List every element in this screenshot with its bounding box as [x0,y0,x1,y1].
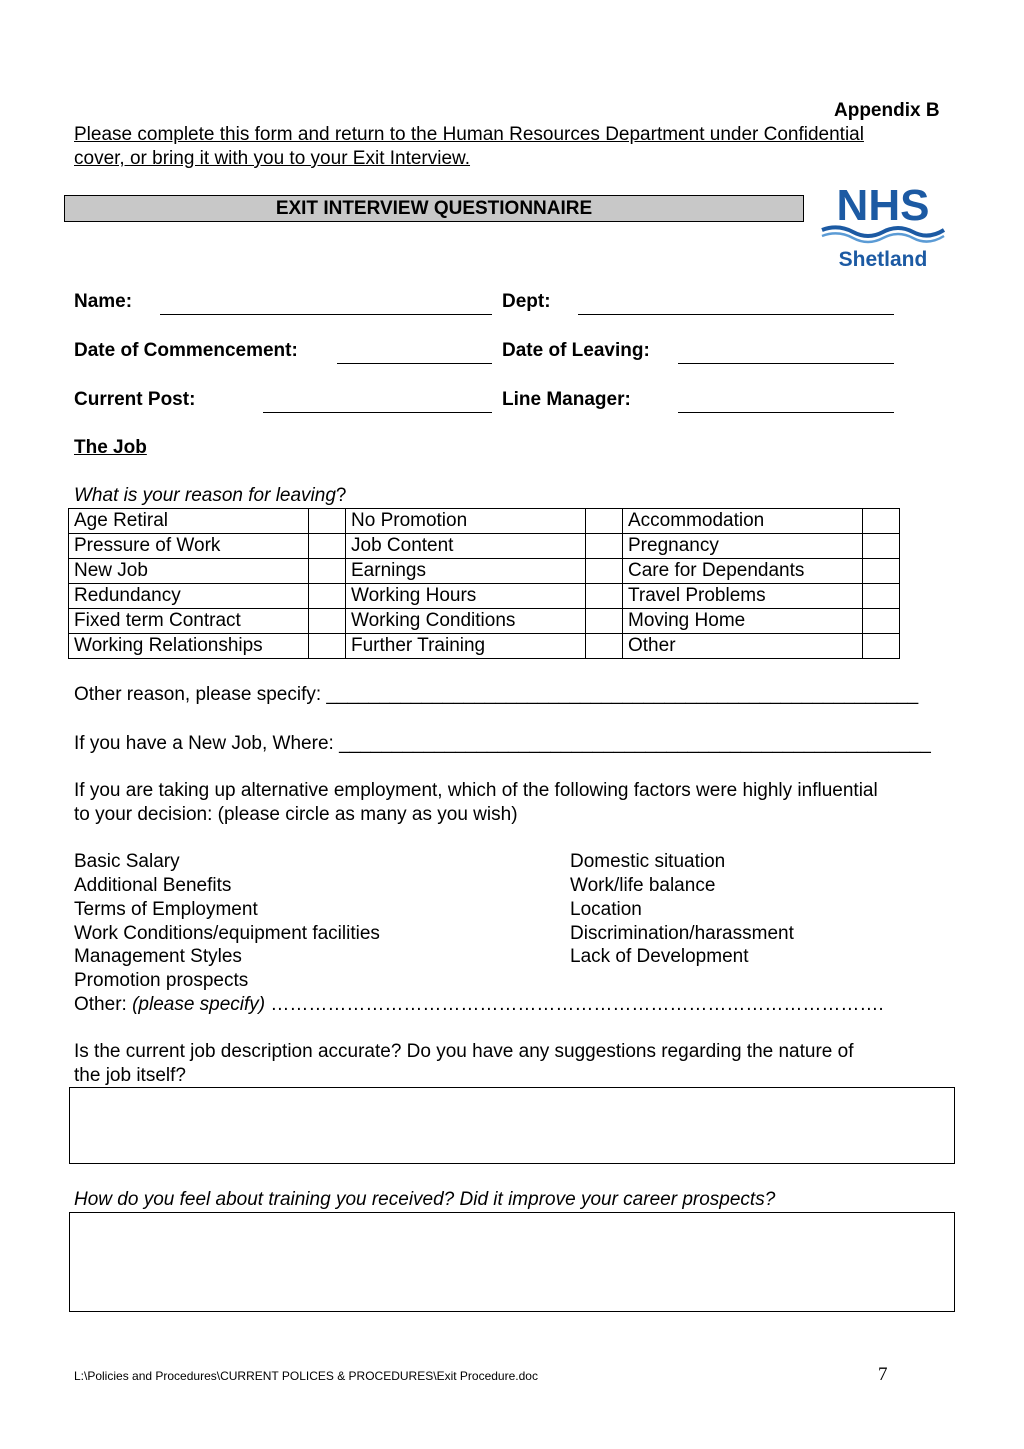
reason-checkbox[interactable] [863,534,900,559]
reason-label: Other [623,634,863,659]
reason-label: Care for Dependants [623,559,863,584]
factor-item[interactable]: Promotion prospects [74,970,249,991]
reason-checkbox[interactable] [586,634,623,659]
reason-label: Fixed term Contract [69,609,309,634]
reason-label: Redundancy [69,584,309,609]
reason-checkbox[interactable] [863,584,900,609]
factor-item[interactable]: Work/life balance [570,875,716,896]
nhs-logo-icon [818,180,948,272]
other-factor-label: Other: [74,994,133,1015]
reason-label: Age Retiral [69,509,309,534]
reason-checkbox[interactable] [586,559,623,584]
name-label: Name: [74,291,133,312]
footer-file-path: L:\Policies and Procedures\CURRENT POLICES & PROCEDURES\Exit Procedure.doc [74,1369,538,1383]
reason-label: Working Conditions [346,609,586,634]
reason-label: Pregnancy [623,534,863,559]
page-number: 7 [878,1364,888,1385]
line-manager-input-line[interactable] [678,412,894,413]
training-answer-box[interactable] [69,1212,955,1312]
reason-checkbox[interactable] [863,559,900,584]
reason-label: No Promotion [346,509,586,534]
other-factor-specify: (please specify) [132,994,266,1015]
reason-checkbox[interactable] [309,634,346,659]
factor-item[interactable]: Work Conditions/equipment facilities [74,923,380,944]
alt-employment-question-line-2: to your decision: (please circle as many as you wish) [74,804,518,825]
logo-mark-text: NHS [836,181,930,230]
date-leaving-input-line[interactable] [678,363,894,364]
reason-question [74,484,346,508]
reason-checkbox[interactable] [863,634,900,659]
table-row [69,534,900,559]
dept-label: Dept: [502,291,551,312]
reason-checkbox[interactable] [309,609,346,634]
reason-label: Travel Problems [623,584,863,609]
reason-label: Moving Home [623,609,863,634]
current-post-input-line[interactable] [263,412,492,413]
dept-input-line[interactable] [578,314,894,315]
reason-label: Further Training [346,634,586,659]
factor-item[interactable]: Domestic situation [570,851,726,872]
job-description-question-line-2: the job itself? [74,1065,186,1086]
reason-checkbox[interactable] [586,609,623,634]
reason-label: New Job [69,559,309,584]
instruction-line-1: Please complete this form and return to the Human Resources Department under Confidential [74,124,864,145]
date-commencement-label: Date of Commencement: [74,340,298,361]
nhs-shetland-logo [818,180,948,272]
reason-question-text: What is your reason for leaving [74,485,336,506]
reason-checkbox[interactable] [586,584,623,609]
factor-item[interactable]: Location [570,899,642,920]
reason-label: Accommodation [623,509,863,534]
current-post-label: Current Post: [74,389,196,410]
table-row [69,509,900,534]
reasons-table [68,508,900,659]
reason-label: Job Content [346,534,586,559]
other-reason-field[interactable]: Other reason, please specify: ________________________________________________________ [74,684,919,705]
factor-item[interactable]: Basic Salary [74,851,180,872]
reason-checkbox[interactable] [309,559,346,584]
reason-checkbox[interactable] [309,534,346,559]
reason-checkbox[interactable] [309,509,346,534]
factor-item[interactable]: Terms of Employment [74,899,258,920]
reason-label: Working Relationships [69,634,309,659]
new-job-where-field[interactable]: If you have a New Job, Where: ________________________________________________________ [74,733,931,754]
reason-label: Working Hours [346,584,586,609]
reason-checkbox[interactable] [586,534,623,559]
factor-item[interactable]: Lack of Development [570,946,749,967]
factor-item[interactable]: Management Styles [74,946,242,967]
factor-item[interactable]: Additional Benefits [74,875,232,896]
reason-label: Pressure of Work [69,534,309,559]
instruction-line-2: cover, or bring it with you to your Exit Interview. [74,148,471,169]
reason-checkbox[interactable] [586,509,623,534]
table-row [69,634,900,659]
name-input-line[interactable] [160,314,492,315]
job-description-answer-box[interactable] [69,1087,955,1164]
other-factor-field[interactable] [74,993,884,1017]
training-question: How do you feel about training you received? Did it improve your career prospects? [74,1189,776,1210]
form-title: EXIT INTERVIEW QUESTIONNAIRE [275,198,593,219]
form-title-bar [64,195,804,222]
reason-question-mark: ? [335,485,347,506]
section-heading-the-job: The Job [74,437,147,458]
date-commencement-input-line[interactable] [337,363,492,364]
line-manager-label: Line Manager: [502,389,631,410]
table-row [69,559,900,584]
other-factor-dots: ……………………………………………………………………………………. [265,994,884,1015]
reason-checkbox[interactable] [309,584,346,609]
reason-label: Earnings [346,559,586,584]
table-row [69,584,900,609]
factor-item[interactable]: Discrimination/harassment [570,923,794,944]
appendix-label: Appendix B [834,100,940,121]
job-description-question-line-1: Is the current job description accurate? Do you have any suggestions regarding the nature of [74,1041,854,1062]
date-leaving-label: Date of Leaving: [502,340,650,361]
table-row [69,609,900,634]
reason-checkbox[interactable] [863,509,900,534]
reason-checkbox[interactable] [863,609,900,634]
logo-region-text: Shetland [838,248,928,271]
alt-employment-question-line-1: If you are taking up alternative employment, which of the following factors were highly influential [74,780,878,801]
